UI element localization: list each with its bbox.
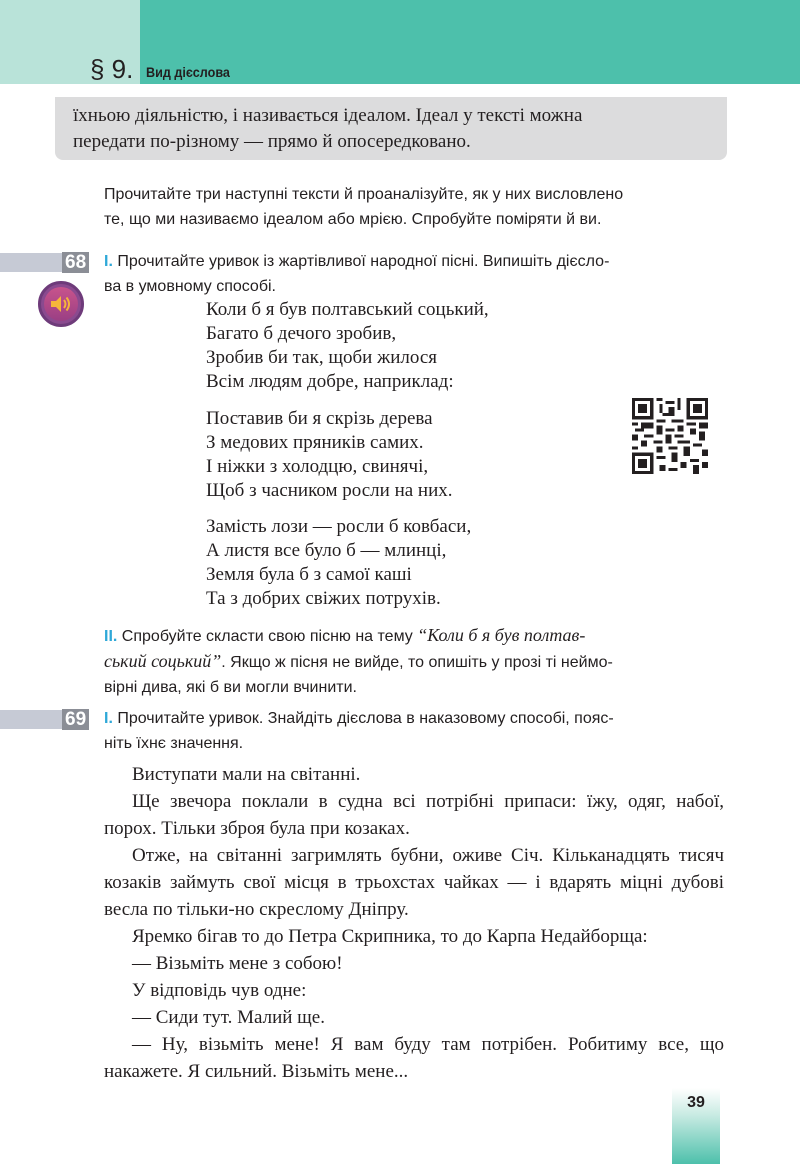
ideal-definition-box	[55, 97, 727, 160]
section-number: § 9.	[90, 54, 134, 84]
exercise-68-part1-roman: I.	[104, 253, 113, 270]
exercise-68-bar	[0, 253, 66, 272]
passage-paragraph: Отже, на світанні загримлять бубни, оживе Січ. Кільканадцять тисяч козаків займуть свої місця в трьохстах чайках — і вдарять міцні дубові весла по тільки-но скресломy Дніпру.	[104, 845, 724, 920]
exercise-69-bar	[0, 710, 66, 729]
poem-line: А листя все було б — млинці,	[206, 540, 447, 561]
page-number: 39	[687, 1094, 705, 1111]
part2-prefix: Спробуйте скласти свою пісню на тему	[121, 628, 413, 645]
part2-line-3: вірні дива, які б ви могли вчинити.	[104, 679, 357, 696]
exercise-69-part1-roman: I.	[104, 710, 113, 727]
poem-line: Земля була б з самої каші	[206, 564, 412, 585]
intro-line-1: Прочитайте три наступні тексти й проаналізуйте, як у них висловлено	[104, 186, 624, 203]
poem-line: З медових пряників самих.	[206, 432, 424, 453]
exercise-69-task	[104, 706, 724, 756]
exercise-68-task-line-1: Прочитайте уривок із жартівливої народної пісні. Випишіть дієсло-	[117, 253, 610, 270]
poem-line: І ніжки з холодцю, свинячі,	[206, 456, 429, 477]
qr-code-icon[interactable]	[632, 398, 708, 474]
poem-stanza-3	[206, 515, 471, 611]
exercise-68-part2-roman: II.	[104, 628, 118, 645]
poem-line: Коли б я був полтавський соцький,	[206, 299, 489, 320]
exercise-69-task-line-2: ніть їхнє значення.	[104, 735, 244, 752]
poem-line: Зробив би так, щоби жилося	[206, 347, 437, 368]
passage-paragraph: Ще звечора поклали в судна всі потрібні припаси: їжу, одяг, набої, порох. Тільки зброя була при козаках.	[104, 791, 724, 839]
poem-line: Та з добрих свіжих потрухів.	[206, 588, 441, 609]
part2-italic-title-1: “Коли б я був полтав-	[417, 625, 586, 645]
exercise-68-part2	[104, 623, 724, 700]
intro-text	[104, 182, 724, 232]
passage-paragraph: — Візьміть мене з собою!	[132, 953, 343, 974]
poem-stanza-2	[206, 407, 453, 503]
passage-paragraph: У відповідь чув одне:	[132, 980, 307, 1001]
passage-paragraph: Яремко бігав то до Петра Скрипника, то до Карпа Недайборща:	[132, 926, 648, 947]
intro-line-2: те, що ми називаємо ідеалом або мрією. Спробуйте поміряти й ви.	[104, 211, 602, 228]
exercise-69-passage	[104, 761, 724, 1085]
poem-line: Багато б дечого зробив,	[206, 323, 397, 344]
ideal-line-2: передати по-різному — прямо й опосередковано.	[73, 131, 471, 152]
passage-paragraph: — Сиди тут. Малий ще.	[132, 1007, 325, 1028]
part2-italic-title-2: ський соцький”	[104, 651, 222, 671]
exercise-68-task	[104, 249, 724, 299]
poem-line: Щоб з часником росли на них.	[206, 480, 453, 501]
section-title: Вид дієслова	[146, 64, 230, 80]
exercise-68-task-line-2: ва в умовному способі.	[104, 278, 276, 295]
part2-after: . Якщо ж пісня не вийде, то опишіть у прозі ті неймо-	[221, 654, 613, 671]
poem-stanza-1	[206, 298, 489, 394]
exercise-69-number: 69	[62, 709, 89, 730]
header-band-dark	[140, 0, 800, 84]
exercise-68-number: 68	[62, 252, 89, 273]
exercise-69-task-line-1: Прочитайте уривок. Знайдіть дієслова в наказовому способі, пояс-	[117, 710, 614, 727]
page-number-tab	[672, 1088, 720, 1164]
poem-line: Замість лози — росли б ковбаси,	[206, 516, 472, 537]
poem-line: Всім людям добре, наприклад:	[206, 371, 454, 392]
passage-paragraph: — Ну, візьміть мене! Я вам буду там потрібен. Робитиму все, що накажете. Я сильний. Візьміть мене...	[104, 1034, 724, 1082]
poem-line: Поставив би я скрізь дерева	[206, 408, 433, 429]
ideal-line-1: їхньою діяльністю, і називається ідеалом. Ідеал у тексті можна	[73, 105, 583, 126]
passage-paragraph: Виступати мали на світанні.	[132, 764, 361, 785]
speaker-icon[interactable]	[38, 281, 84, 327]
